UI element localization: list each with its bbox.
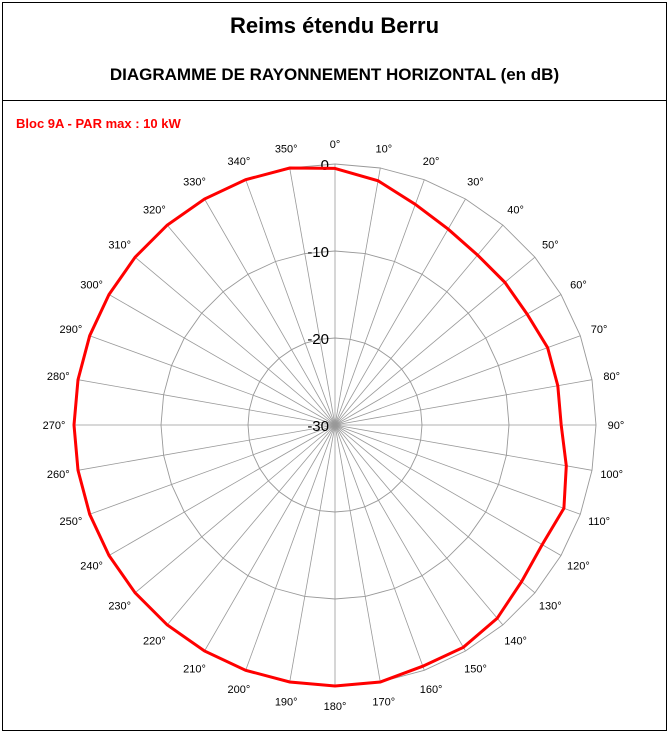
angle-label: 260°: [46, 468, 70, 481]
angle-label: 90°: [607, 420, 625, 432]
radial-tick-label: -10: [307, 244, 329, 261]
angle-label: 20°: [422, 155, 440, 168]
angle-label: 140°: [504, 635, 527, 648]
grid-spoke-110: [335, 425, 580, 514]
angle-label: 310°: [108, 239, 132, 252]
angle-label: 240°: [80, 560, 103, 573]
angle-label: 120°: [567, 560, 590, 573]
grid-spoke-20: [335, 180, 424, 425]
angle-label: 230°: [108, 600, 132, 613]
angle-label: 180°: [323, 701, 347, 713]
grid-spoke-130: [335, 425, 535, 593]
angle-label: 160°: [419, 684, 443, 697]
angle-label: 210°: [183, 663, 206, 676]
grid-spoke-220: [167, 425, 335, 625]
angle-label: 150°: [464, 663, 487, 676]
grid-spoke-70: [335, 336, 580, 425]
angle-label: 50°: [541, 239, 559, 252]
angle-label: 10°: [375, 143, 393, 156]
angle-label: 250°: [59, 516, 83, 529]
angle-label: 270°: [42, 420, 66, 432]
grid-spoke-140: [335, 425, 503, 625]
angle-label: 190°: [274, 696, 298, 709]
angle-label: 170°: [372, 696, 396, 709]
chart-subtitle: DIAGRAMME DE RAYONNEMENT HORIZONTAL (en dB): [109, 65, 560, 84]
radial-tick-label: 0: [320, 157, 329, 174]
angle-label: 110°: [588, 516, 611, 529]
angle-label: 350°: [274, 143, 298, 156]
angle-label: 300°: [80, 279, 103, 292]
angle-label: 290°: [59, 323, 83, 336]
grid-spoke-160: [335, 425, 424, 670]
grid-spoke-340: [246, 180, 335, 425]
angle-label: 100°: [600, 468, 624, 481]
angle-label: 340°: [227, 155, 251, 168]
angle-label: 40°: [507, 204, 524, 217]
angle-label: 220°: [143, 635, 166, 648]
chart-title: Reims étendu Berru: [229, 13, 440, 38]
angle-label: 80°: [603, 371, 621, 384]
angle-label: 0°: [329, 139, 341, 151]
angle-label: 200°: [227, 684, 251, 697]
radial-tick-label: -30: [307, 418, 329, 435]
angle-label: 280°: [46, 371, 70, 384]
angle-label: 70°: [590, 323, 608, 336]
angle-label: 60°: [570, 279, 587, 292]
radial-tick-label: -20: [307, 331, 329, 348]
grid-spoke-230: [135, 425, 335, 593]
angle-label: 320°: [143, 204, 166, 217]
grid-spoke-250: [90, 425, 335, 514]
series-label: Bloc 9A - PAR max : 10 kW: [16, 116, 181, 131]
angle-label: 330°: [183, 176, 206, 189]
grid-spoke-310: [135, 257, 335, 425]
angle-label: 130°: [538, 600, 562, 613]
angle-label: 30°: [467, 176, 484, 189]
grid-spoke-200: [246, 425, 335, 670]
grid-spoke-290: [90, 336, 335, 425]
